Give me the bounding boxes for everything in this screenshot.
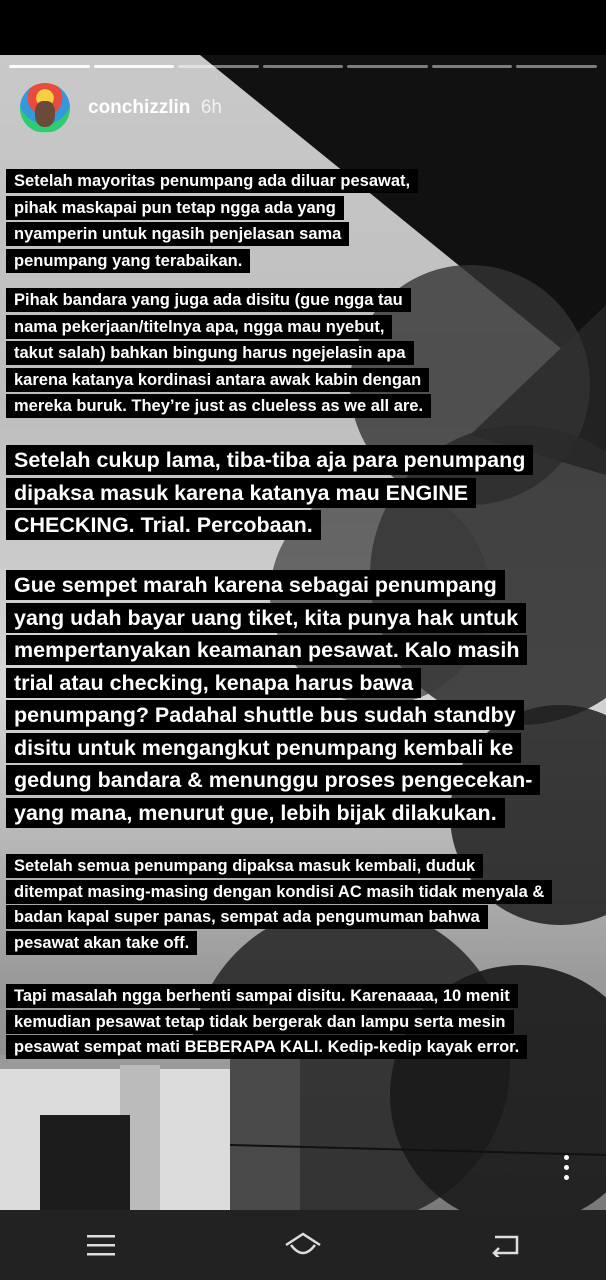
username[interactable]: conchizzlin: [88, 97, 191, 118]
story-viewer[interactable]: [0, 55, 606, 1210]
story-text-line: mereka buruk. They’re just as clueless as we all are.: [6, 394, 431, 418]
story-text-line: mempertanyakan keamanan pesawat. Kalo masih: [6, 635, 527, 665]
story-text-line: pesawat akan take off.: [6, 931, 197, 955]
story-text-line: penumpang? Padahal shuttle bus sudah standby: [6, 700, 524, 730]
more-options-icon[interactable]: [564, 1155, 570, 1180]
progress-segment: [432, 65, 513, 68]
story-text-4: [6, 569, 540, 829]
story-text-line: pesawat sempat mati BEBERAPA KALI. Kedip-kedip kayak error.: [6, 1035, 527, 1059]
story-text-line: karena katanya kordinasi antara awak kabin dengan: [6, 368, 429, 392]
story-text-line: takut salah) bahkan bingung harus ngejelasin apa: [6, 341, 414, 365]
story-header: [20, 83, 222, 133]
story-text-line: nyamperin untuk ngasih penjelasan sama: [6, 222, 349, 246]
back-icon[interactable]: [475, 1225, 535, 1265]
progress-segment: [94, 65, 175, 68]
story-text-line: badan kapal super panas, sempat ada pengumuman bahwa: [6, 905, 488, 929]
story-text-line: Gue sempet marah karena sebagai penumpang: [6, 570, 505, 600]
story-text-line: kemudian pesawat tetap tidak bergerak dan lampu serta mesin: [6, 1010, 514, 1034]
story-text-line: dipaksa masuk karena katanya mau ENGINE: [6, 478, 476, 508]
avatar[interactable]: [20, 83, 70, 133]
story-text-line: trial atau checking, kenapa harus bawa: [6, 668, 421, 698]
story-text-line: gedung bandara & menunggu proses pengecekan-: [6, 765, 540, 795]
status-bar-area: [0, 0, 606, 55]
story-text-1: [6, 168, 418, 274]
progress-segment: [516, 65, 597, 68]
story-text-line: pihak maskapai pun tetap ngga ada yang: [6, 196, 344, 220]
story-text-line: yang udah bayar uang tiket, kita punya hak untuk: [6, 603, 526, 633]
story-text-6: [6, 984, 527, 1061]
story-progress: [9, 65, 597, 68]
story-text-line: CHECKING. Trial. Percobaan.: [6, 510, 321, 540]
story-text-5: [6, 854, 552, 956]
home-icon[interactable]: [273, 1225, 333, 1265]
story-text-line: disitu untuk mengangkut penumpang kembali ke: [6, 733, 521, 763]
story-text-line: ditempat masing-masing dengan kondisi AC masih tidak menyala &: [6, 880, 552, 904]
story-text-line: penumpang yang terabaikan.: [6, 249, 250, 273]
story-text-2: [6, 287, 431, 420]
story-text-line: yang mana, menurut gue, lebih bijak dilakukan.: [6, 798, 505, 828]
story-text-line: nama pekerjaan/titelnya apa, ngga mau nyebut,: [6, 315, 392, 339]
story-text-3: [6, 444, 533, 542]
android-nav-bar: [0, 1210, 606, 1280]
progress-segment: [178, 65, 259, 68]
story-text-line: Setelah cukup lama, tiba-tiba aja para penumpang: [6, 445, 533, 475]
progress-segment: [347, 65, 428, 68]
story-text-line: Tapi masalah ngga berhenti sampai disitu. Karenaaaa, 10 menit: [6, 984, 518, 1008]
menu-icon[interactable]: [71, 1225, 131, 1265]
progress-segment: [263, 65, 344, 68]
progress-segment: [9, 65, 90, 68]
story-text-line: Setelah mayoritas penumpang ada diluar pesawat,: [6, 169, 418, 193]
story-text-line: Pihak bandara yang juga ada disitu (gue ngga tau: [6, 288, 411, 312]
story-text-line: Setelah semua penumpang dipaksa masuk kembali, duduk: [6, 854, 483, 878]
post-time: 6h: [200, 97, 222, 118]
